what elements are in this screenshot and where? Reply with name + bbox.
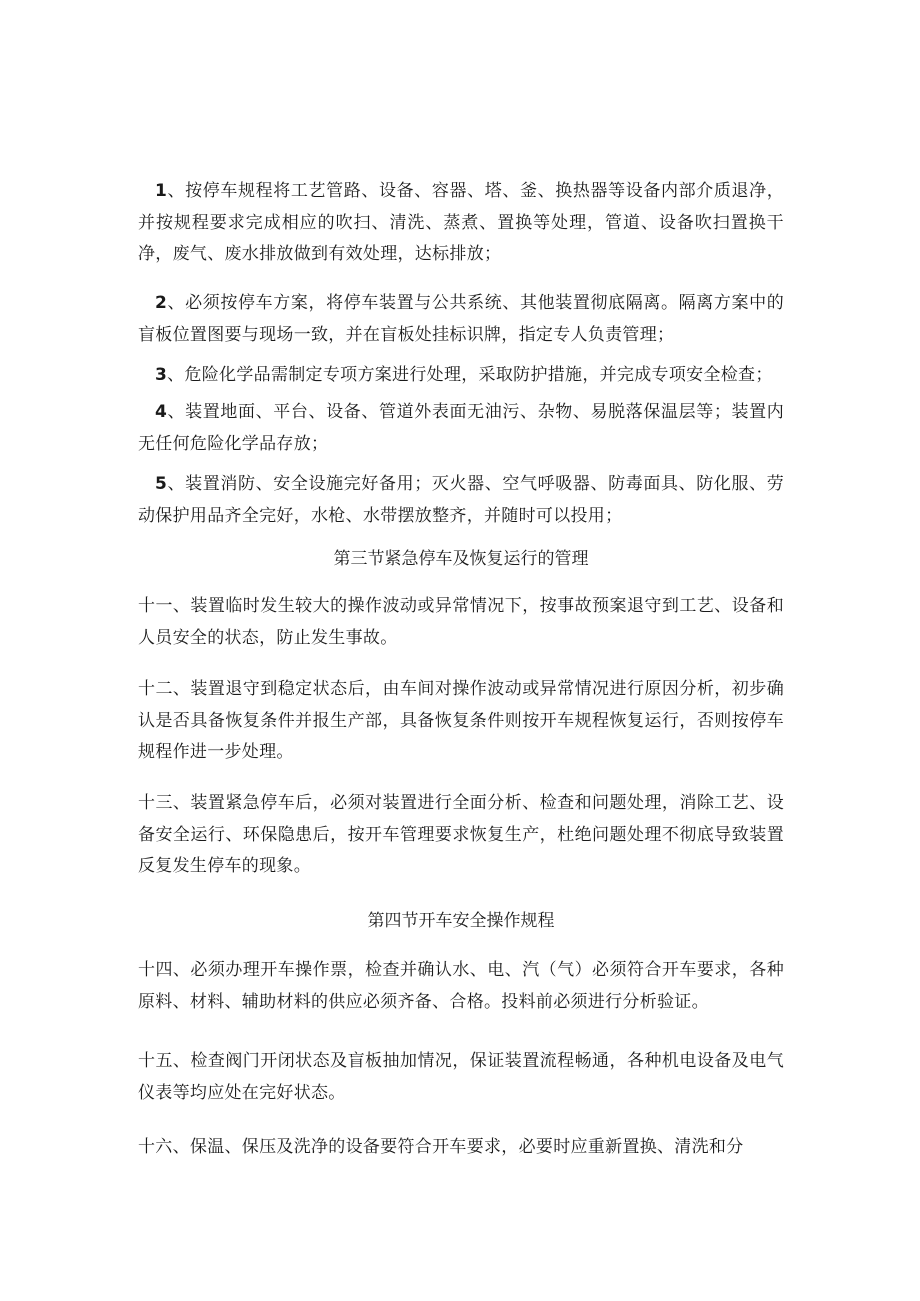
item-text: 、必须按停车方案，将停车装置与公共系统、其他装置彻底隔离。隔离方案中的盲板位置图要与现场一致，并在盲板处挂标识牌，指定专人负责管理； [138,293,784,345]
item-number: 1 [155,181,168,201]
item-number: 5 [155,474,168,494]
list-item-2 [138,288,784,351]
section-heading-3: 第三节紧急停车及恢复运行的管理 [333,549,589,569]
item-number: 4 [155,402,168,422]
list-item-1 [138,176,784,271]
list-item-4 [138,397,784,460]
item-text: 、按停车规程将工艺管路、设备、容器、塔、釜、换热器等设备内部介质退净，并按规程要求完成相应的吹扫、清洗、蒸煮、置换等处理，管道、设备吹扫置换干净，废气、废水排放做到有效处理，达标排放； [138,181,784,264]
article-12: 十二、装置退守到稳定状态后，由车间对操作波动或异常情况进行原因分析，初步确认是否具备恢复条件并报生产部，具备恢复条件则按开车规程恢复运行，否则按停车规程作进一步处理。 [138,679,784,762]
section-heading-4: 第四节开车安全操作规程 [367,911,555,931]
list-item-3 [138,360,784,392]
item-text: 、危险化学品需制定专项方案进行处理，采取防护措施，并完成专项安全检查； [167,365,773,385]
item-text: 、装置消防、安全设施完好备用；灭火器、空气呼吸器、防毒面具、防化服、劳动保护用品齐全完好，水枪、水带摆放整齐，并随时可以投用； [138,474,784,526]
article-11: 十一、装置临时发生较大的操作波动或异常情况下，按事故预案退守到工艺、设备和人员安全的状态，防止发生事故。 [138,596,784,648]
item-number: 3 [155,365,168,385]
list-item-5 [138,469,784,532]
article-13: 十三、装置紧急停车后，必须对装置进行全面分析、检查和问题处理，消除工艺、设备安全运行、环保隐患后，按开车管理要求恢复生产，杜绝问题处理不彻底导致装置反复发生停车的现象。 [138,793,784,876]
article-14: 十四、必须办理开车操作票，检查并确认水、电、汽（气）必须符合开车要求，各种原料、材料、辅助材料的供应必须齐备、合格。投料前必须进行分析验证。 [138,960,784,1012]
item-number: 2 [155,293,168,313]
article-16: 十六、保温、保压及洗净的设备要符合开车要求，必要时应重新置换、清洗和分 [138,1137,744,1157]
article-15: 十五、检查阀门开闭状态及盲板抽加情况，保证装置流程畅通，各种机电设备及电气仪表等均应处在完好状态。 [138,1051,784,1103]
item-text: 、装置地面、平台、设备、管道外表面无油污、杂物、易脱落保温层等；装置内无任何危险化学品存放； [138,402,784,454]
